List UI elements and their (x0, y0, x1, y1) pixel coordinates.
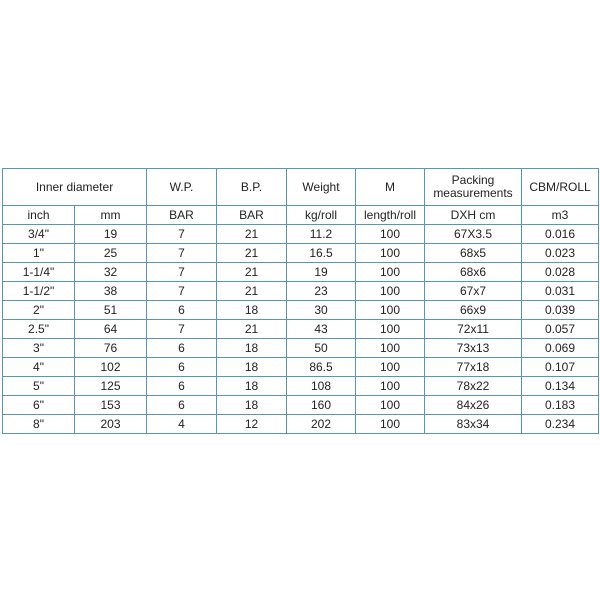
cell-bp: 18 (217, 396, 287, 415)
cell-bp: 12 (217, 415, 287, 434)
cell-weight: 160 (287, 396, 356, 415)
cell-bp: 21 (217, 282, 287, 301)
cell-mm: 32 (75, 263, 147, 282)
cell-bp: 21 (217, 244, 287, 263)
cell-weight: 19 (287, 263, 356, 282)
cell-inch: 5" (3, 377, 75, 396)
cell-cbm: 0.134 (522, 377, 599, 396)
table-row (3, 225, 599, 244)
cell-length: 100 (356, 244, 425, 263)
header-inner-diameter: Inner diameter (3, 169, 147, 206)
header-wp: W.P. (147, 169, 217, 206)
cell-mm: 102 (75, 358, 147, 377)
cell-length: 100 (356, 377, 425, 396)
cell-weight: 86.5 (287, 358, 356, 377)
table-row (3, 358, 599, 377)
table-row (3, 301, 599, 320)
cell-length: 100 (356, 358, 425, 377)
cell-wp: 7 (147, 244, 217, 263)
cell-weight: 30 (287, 301, 356, 320)
cell-inch: 4" (3, 358, 75, 377)
unit-length-roll: length/roll (356, 206, 425, 225)
cell-inch: 6" (3, 396, 75, 415)
table-row (3, 263, 599, 282)
cell-bp: 18 (217, 358, 287, 377)
cell-inch: 3/4" (3, 225, 75, 244)
cell-mm: 125 (75, 377, 147, 396)
cell-packing: 67X3.5 (425, 225, 522, 244)
cell-packing: 66x9 (425, 301, 522, 320)
cell-bp: 18 (217, 339, 287, 358)
cell-cbm: 0.234 (522, 415, 599, 434)
table-row (3, 282, 599, 301)
unit-kg-roll: kg/roll (287, 206, 356, 225)
cell-bp: 18 (217, 301, 287, 320)
cell-mm: 153 (75, 396, 147, 415)
cell-packing: 72x11 (425, 320, 522, 339)
cell-cbm: 0.028 (522, 263, 599, 282)
cell-weight: 108 (287, 377, 356, 396)
cell-bp: 18 (217, 377, 287, 396)
cell-wp: 4 (147, 415, 217, 434)
cell-packing: 83x34 (425, 415, 522, 434)
header-packing: Packing measurements (425, 169, 522, 206)
cell-length: 100 (356, 339, 425, 358)
cell-weight: 202 (287, 415, 356, 434)
cell-mm: 203 (75, 415, 147, 434)
cell-inch: 2" (3, 301, 75, 320)
cell-cbm: 0.107 (522, 358, 599, 377)
cell-weight: 11.2 (287, 225, 356, 244)
cell-weight: 43 (287, 320, 356, 339)
cell-cbm: 0.039 (522, 301, 599, 320)
cell-packing: 78x22 (425, 377, 522, 396)
cell-length: 100 (356, 415, 425, 434)
cell-length: 100 (356, 225, 425, 244)
unit-inch: inch (3, 206, 75, 225)
cell-length: 100 (356, 396, 425, 415)
cell-packing: 77x18 (425, 358, 522, 377)
cell-length: 100 (356, 282, 425, 301)
header-bp: B.P. (217, 169, 287, 206)
cell-inch: 8" (3, 415, 75, 434)
header-row-2 (3, 206, 599, 225)
cell-inch: 3" (3, 339, 75, 358)
cell-wp: 6 (147, 358, 217, 377)
cell-wp: 7 (147, 263, 217, 282)
cell-bp: 21 (217, 225, 287, 244)
cell-mm: 19 (75, 225, 147, 244)
cell-packing: 68x5 (425, 244, 522, 263)
cell-packing: 84x26 (425, 396, 522, 415)
table-row (3, 377, 599, 396)
cell-packing: 68x6 (425, 263, 522, 282)
header-m: M (356, 169, 425, 206)
cell-weight: 16.5 (287, 244, 356, 263)
header-row-1 (3, 169, 599, 206)
cell-inch: 1-1/4" (3, 263, 75, 282)
cell-weight: 23 (287, 282, 356, 301)
cell-mm: 38 (75, 282, 147, 301)
unit-dxh-cm: DXH cm (425, 206, 522, 225)
cell-weight: 50 (287, 339, 356, 358)
cell-packing: 67x7 (425, 282, 522, 301)
cell-length: 100 (356, 263, 425, 282)
cell-length: 100 (356, 320, 425, 339)
unit-bp-bar: BAR (217, 206, 287, 225)
cell-wp: 7 (147, 282, 217, 301)
cell-bp: 21 (217, 263, 287, 282)
cell-mm: 76 (75, 339, 147, 358)
cell-wp: 6 (147, 301, 217, 320)
table-row (3, 396, 599, 415)
cell-wp: 6 (147, 396, 217, 415)
table-row (3, 339, 599, 358)
cell-inch: 1" (3, 244, 75, 263)
cell-inch: 2.5" (3, 320, 75, 339)
cell-cbm: 0.057 (522, 320, 599, 339)
cell-wp: 7 (147, 320, 217, 339)
unit-wp-bar: BAR (147, 206, 217, 225)
table-row (3, 244, 599, 263)
cell-mm: 25 (75, 244, 147, 263)
cell-wp: 7 (147, 225, 217, 244)
cell-bp: 21 (217, 320, 287, 339)
cell-mm: 64 (75, 320, 147, 339)
cell-inch: 1-1/2" (3, 282, 75, 301)
cell-wp: 6 (147, 377, 217, 396)
header-weight: Weight (287, 169, 356, 206)
cell-wp: 6 (147, 339, 217, 358)
cell-cbm: 0.183 (522, 396, 599, 415)
cell-length: 100 (356, 301, 425, 320)
table-row (3, 415, 599, 434)
cell-cbm: 0.016 (522, 225, 599, 244)
cell-cbm: 0.069 (522, 339, 599, 358)
header-cbm: CBM/ROLL (522, 169, 599, 206)
table-row (3, 320, 599, 339)
cell-packing: 73x13 (425, 339, 522, 358)
unit-m3: m3 (522, 206, 599, 225)
cell-cbm: 0.031 (522, 282, 599, 301)
spec-table (2, 168, 599, 434)
cell-mm: 51 (75, 301, 147, 320)
cell-cbm: 0.023 (522, 244, 599, 263)
unit-mm: mm (75, 206, 147, 225)
